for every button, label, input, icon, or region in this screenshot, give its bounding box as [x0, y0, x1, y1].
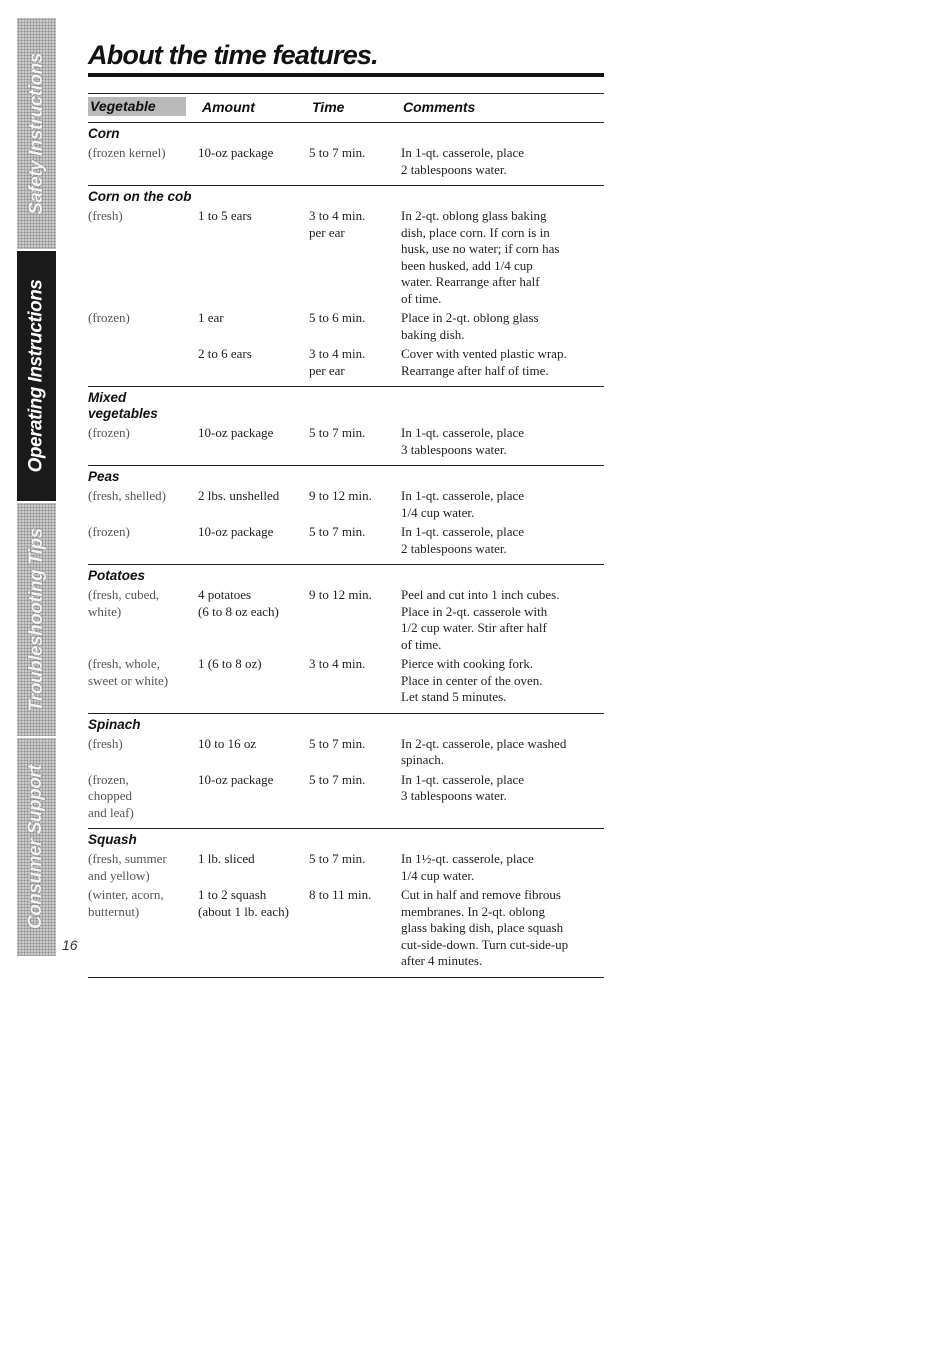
time-cell: 5 to 7 min. [309, 851, 366, 866]
table-header [88, 93, 604, 123]
comments-cell: In 2-qt. casserole, place washed spinach. [401, 735, 567, 767]
vegetable-cell: (fresh, whole, sweet or white) [88, 656, 169, 688]
time-cell: 9 to 12 min. [309, 587, 372, 602]
table-row [88, 208, 604, 307]
time-cell: 5 to 7 min. [309, 145, 366, 160]
comments-cell: In 1-qt. casserole, place 3 tablespoons water. [401, 771, 525, 803]
vegetable-cell: (frozen) [88, 425, 130, 440]
vegetable-cell: (frozen) [88, 310, 130, 325]
amount-cell: 1 to 2 squash (about 1 lb. each) [198, 887, 289, 919]
table-row [88, 488, 604, 521]
table-row [88, 524, 604, 557]
vegetable-group [88, 186, 604, 387]
amount-cell: 4 potatoes (6 to 8 oz each) [198, 587, 279, 619]
tab-troubleshooting-tips[interactable] [17, 503, 56, 736]
vegetable-cell: (fresh, summer and yellow) [88, 851, 167, 883]
group-name: Corn on the cob [88, 189, 192, 204]
time-cell: 9 to 12 min. [309, 488, 372, 503]
vegetable-cell: (frozen, chopped and leaf) [88, 771, 134, 820]
amount-cell: 1 lb. sliced [198, 851, 255, 866]
table-row [88, 656, 604, 706]
header-amount: Amount [202, 99, 255, 115]
comments-cell: In 2-qt. oblong glass baking dish, place corn. If corn is in husk, use no water; if corn has been husked, add 1/4 cup water. Rearrange after half of time. [401, 208, 560, 306]
time-cell: 5 to 7 min. [309, 735, 366, 751]
vegetable-cell [88, 346, 198, 379]
group-name: Spinach [88, 716, 141, 732]
vegetable-group [88, 714, 604, 830]
comments-cell: In 1-qt. casserole, place 2 tablespoons water. [401, 524, 525, 556]
amount-cell: 2 to 6 ears [198, 346, 252, 361]
vegetable-group [88, 123, 604, 186]
table-row [88, 887, 604, 970]
table-row [88, 310, 604, 343]
comments-cell: Pierce with cooking fork. Place in center of the oven. Let stand 5 minutes. [401, 656, 543, 704]
vegetable-group [88, 829, 604, 978]
comments-cell: In 1-qt. casserole, place 1/4 cup water. [401, 488, 525, 520]
time-cell: 5 to 7 min. [309, 771, 366, 787]
header-time: Time [312, 99, 345, 115]
vegetable-cell: (fresh) [88, 735, 123, 751]
table-body [88, 123, 604, 978]
page-number: 16 [62, 937, 78, 953]
comments-cell: In 1-qt. casserole, place 3 tablespoons water. [401, 425, 525, 457]
comments-cell: In 1-qt. casserole, place 2 tablespoons water. [401, 145, 525, 177]
table-row [88, 587, 604, 653]
vegetable-cell: (fresh, shelled) [88, 488, 166, 503]
time-cell: 3 to 4 min. per ear [309, 346, 366, 378]
amount-cell: 1 (6 to 8 oz) [198, 656, 262, 671]
comments-cell: Cover with vented plastic wrap. Rearrange after half of time. [401, 346, 567, 378]
group-name: Squash [88, 832, 137, 847]
vegetable-cell: (fresh) [88, 208, 123, 223]
group-name: Peas [88, 469, 120, 484]
table-row [88, 425, 604, 458]
page-title: About the time features. [88, 40, 378, 70]
vegetable-group [88, 466, 604, 565]
cooking-time-table [88, 93, 604, 978]
amount-cell: 1 to 5 ears [198, 208, 252, 223]
tab-label: Consumer Support [25, 764, 47, 930]
table-row [88, 851, 604, 884]
group-name: Corn [88, 126, 120, 141]
time-cell: 8 to 11 min. [309, 887, 372, 902]
time-cell: 3 to 4 min. [309, 656, 366, 671]
vegetable-group [88, 565, 604, 714]
time-cell: 5 to 7 min. [309, 425, 366, 440]
comments-cell: Cut in half and remove fibrous membranes. In 2-qt. oblong glass baking dish, place squash cut-side-down. Turn cut-side-up after 4 minutes. [401, 887, 569, 968]
header-comments: Comments [403, 99, 476, 115]
title-rule [88, 73, 604, 77]
vegetable-group [88, 387, 604, 466]
comments-cell: Peel and cut into 1 inch cubes. Place in 2-qt. casserole with 1/2 cup water. Stir after half of time. [401, 587, 560, 652]
amount-cell: 10-oz package [198, 145, 274, 160]
group-name: Mixed vegetables [88, 390, 158, 421]
comments-cell: Place in 2-qt. oblong glass baking dish. [401, 310, 539, 342]
amount-cell: 10-oz package [198, 425, 274, 440]
amount-cell: 10-oz package [198, 771, 274, 787]
table-row [88, 772, 604, 822]
vegetable-cell: (frozen) [88, 524, 130, 539]
amount-cell: 10 to 16 oz [198, 735, 257, 751]
amount-cell: 1 ear [198, 310, 224, 325]
table-row [88, 736, 604, 769]
table-row [88, 346, 604, 379]
section-tabs [17, 18, 56, 956]
time-cell: 5 to 7 min. [309, 524, 366, 539]
group-name: Potatoes [88, 568, 146, 583]
vegetable-cell: (fresh, cubed, white) [88, 587, 160, 619]
tab-operating-instructions[interactable] [17, 251, 56, 501]
vegetable-cell: (winter, acorn, butternut) [88, 887, 164, 919]
header-vegetable: Vegetable [88, 97, 186, 116]
time-cell: 3 to 4 min. per ear [309, 208, 366, 240]
comments-cell: In 1½-qt. casserole, place 1/4 cup water. [401, 851, 534, 883]
table-row [88, 145, 604, 178]
tab-label: Safety Instructions [25, 52, 47, 215]
time-cell: 5 to 6 min. [309, 310, 366, 325]
amount-cell: 10-oz package [198, 524, 274, 539]
amount-cell: 2 lbs. unshelled [198, 488, 280, 503]
tab-consumer-support[interactable] [17, 738, 56, 956]
vegetable-cell: (frozen kernel) [88, 145, 166, 160]
tab-label: Troubleshooting Tips [25, 527, 47, 712]
tab-label: Operating Instructions [25, 279, 47, 473]
tab-safety-instructions[interactable] [17, 18, 56, 249]
